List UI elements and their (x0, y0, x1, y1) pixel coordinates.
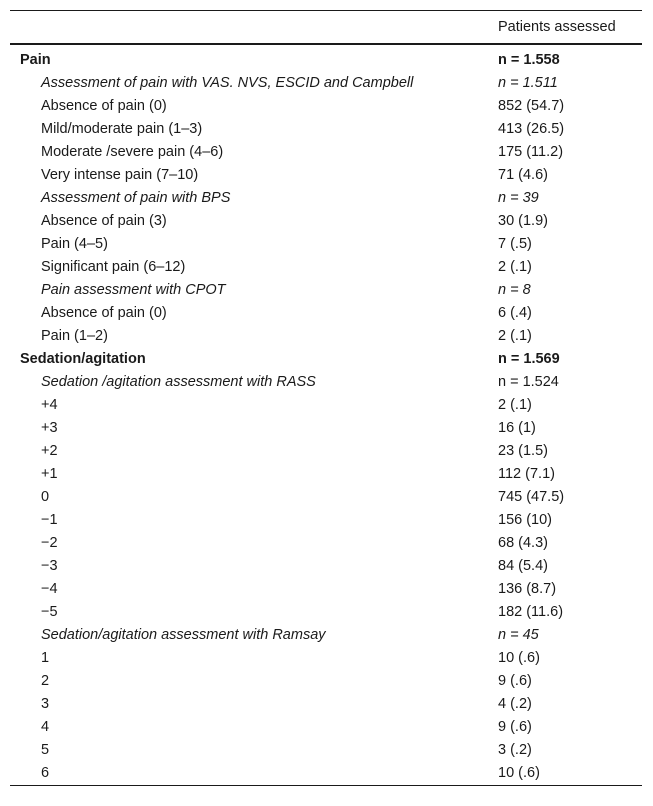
table-row (10, 739, 642, 762)
row-value: 3 (.2) (498, 742, 532, 758)
row-value: 745 (47.5) (498, 489, 565, 505)
row-label: Sedation/agitation (20, 351, 146, 367)
row-label: −2 (41, 535, 58, 551)
row-value: 30 (1.9) (498, 213, 548, 229)
table-row (10, 601, 642, 624)
row-label: Pain (20, 52, 51, 68)
table-row (10, 486, 642, 509)
table-body (10, 49, 642, 785)
row-label: 4 (41, 719, 50, 735)
row-value: 852 (54.7) (498, 98, 565, 114)
row-value: 2 (.1) (498, 259, 532, 275)
row-label: 1 (41, 650, 50, 666)
row-label: −3 (41, 558, 58, 574)
table-row (10, 762, 642, 785)
row-value: 16 (1) (498, 420, 536, 436)
table-row (10, 417, 642, 440)
row-value: 136 (8.7) (498, 581, 557, 597)
row-label: Assessment of pain with BPS (41, 190, 231, 206)
table-row (10, 440, 642, 463)
table-header-row (10, 11, 642, 43)
row-value: 71 (4.6) (498, 167, 548, 183)
table-row (10, 578, 642, 601)
table-section-row (10, 348, 642, 371)
row-value: n = 45 (498, 627, 539, 643)
table-subheading-row (10, 279, 642, 302)
row-label: 0 (41, 489, 50, 505)
row-value: 7 (.5) (498, 236, 532, 252)
row-value: 175 (11.2) (498, 144, 564, 160)
header-col-patients-assessed: Patients assessed (498, 19, 616, 35)
table-row (10, 647, 642, 670)
table-row (10, 95, 642, 118)
row-label: −4 (41, 581, 58, 597)
row-label: Very intense pain (7–10) (41, 167, 199, 183)
table-subheading-row (10, 371, 642, 394)
table-row (10, 463, 642, 486)
row-label: +3 (41, 420, 58, 436)
table-row (10, 716, 642, 739)
table-row (10, 670, 642, 693)
row-label: Absence of pain (3) (41, 213, 167, 229)
table-row (10, 141, 642, 164)
row-value: n = 39 (498, 190, 539, 206)
row-label: −1 (41, 512, 58, 528)
row-label: Absence of pain (0) (41, 98, 167, 114)
table-row (10, 555, 642, 578)
row-label: Pain assessment with CPOT (41, 282, 226, 298)
row-value: 10 (.6) (498, 765, 540, 781)
row-value: n = 1.558 (498, 52, 560, 68)
row-label: 3 (41, 696, 50, 712)
row-label: 6 (41, 765, 50, 781)
results-table (10, 10, 642, 786)
row-label: Moderate /severe pain (4–6) (41, 144, 224, 160)
table-bottom-rule (10, 785, 642, 786)
row-value: 2 (.1) (498, 397, 532, 413)
table-row (10, 164, 642, 187)
row-label: +1 (41, 466, 58, 482)
row-value: 4 (.2) (498, 696, 532, 712)
table-row (10, 325, 642, 348)
row-value: n = 1.569 (498, 351, 560, 367)
row-value: 156 (10) (498, 512, 553, 528)
row-value: 2 (.1) (498, 328, 532, 344)
table-row (10, 302, 642, 325)
row-label: Pain (1–2) (41, 328, 108, 344)
row-label: +2 (41, 443, 58, 459)
table-row (10, 233, 642, 256)
table-subheading-row (10, 187, 642, 210)
row-label: Mild/moderate pain (1–3) (41, 121, 203, 137)
table-row (10, 256, 642, 279)
table-row (10, 693, 642, 716)
row-value: 23 (1.5) (498, 443, 548, 459)
row-value: 112 (7.1) (498, 466, 555, 482)
table-subheading-row (10, 72, 642, 95)
table-row (10, 210, 642, 233)
row-value: n = 8 (498, 282, 531, 298)
row-label: +4 (41, 397, 58, 413)
table-row (10, 532, 642, 555)
table-section-row (10, 49, 642, 72)
row-value: 6 (.4) (498, 305, 532, 321)
row-label: −5 (41, 604, 58, 620)
row-value: 9 (.6) (498, 673, 532, 689)
table-subheading-row (10, 624, 642, 647)
table-row (10, 509, 642, 532)
row-label: Absence of pain (0) (41, 305, 167, 321)
row-label: Pain (4–5) (41, 236, 108, 252)
row-value: 9 (.6) (498, 719, 532, 735)
row-label: Assessment of pain with VAS. NVS, ESCID and Campbell (41, 75, 414, 91)
row-value: 68 (4.3) (498, 535, 548, 551)
table-row (10, 394, 642, 417)
row-value: n = 1.524 (498, 374, 559, 390)
row-label: 5 (41, 742, 50, 758)
row-value: n = 1.511 (498, 75, 558, 91)
row-value: 84 (5.4) (498, 558, 548, 574)
row-label: Significant pain (6–12) (41, 259, 186, 275)
table-row (10, 118, 642, 141)
row-label: 2 (41, 673, 50, 689)
header-col-label (10, 11, 498, 43)
row-value: 182 (11.6) (498, 604, 564, 620)
row-label: Sedation /agitation assessment with RASS (41, 374, 316, 390)
row-value: 413 (26.5) (498, 121, 565, 137)
row-label: Sedation/agitation assessment with Ramsay (41, 627, 326, 643)
row-value: 10 (.6) (498, 650, 540, 666)
